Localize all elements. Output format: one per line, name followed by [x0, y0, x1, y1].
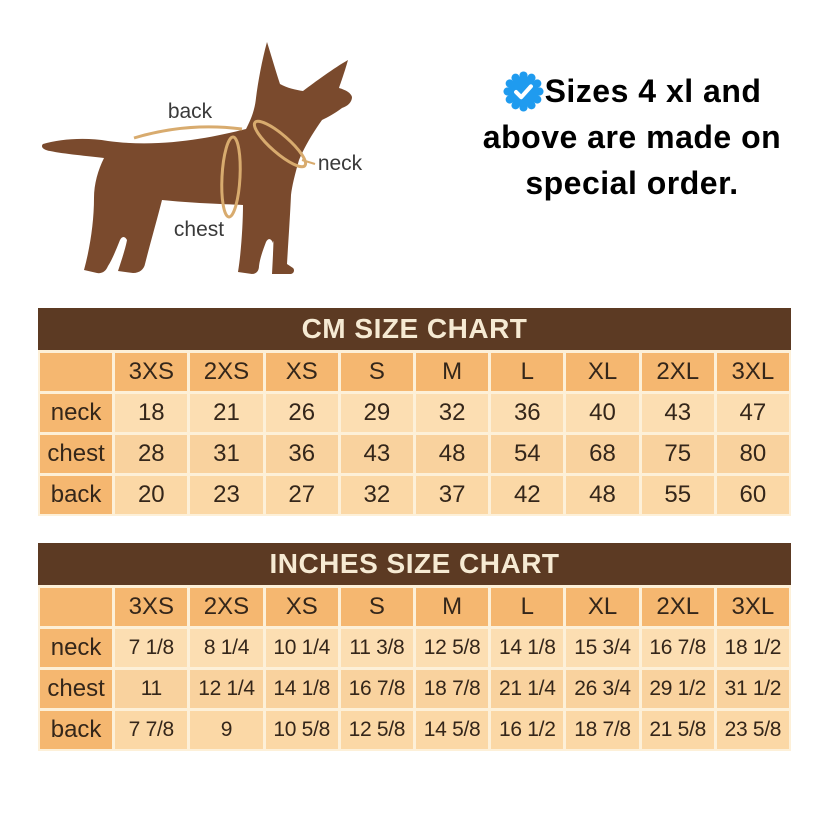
measurement-row-label: neck	[40, 629, 112, 667]
size-value-cell: 36	[491, 394, 563, 432]
size-value-cell: 75	[642, 435, 714, 473]
corner-cell	[40, 353, 112, 391]
size-value-cell: 21 5/8	[642, 711, 714, 749]
size-value-cell: 48	[416, 435, 488, 473]
measurement-row-label: chest	[40, 670, 112, 708]
size-value-cell: 14 1/8	[266, 670, 338, 708]
measurement-row-label: neck	[40, 394, 112, 432]
notice-line-1-wrap	[438, 68, 826, 114]
size-value-cell: 55	[642, 476, 714, 514]
notice-line-2: above are made on	[482, 119, 782, 155]
size-value-cell: 80	[717, 435, 789, 473]
size-value-cell: 37	[416, 476, 488, 514]
notice-line-3: special order.	[525, 165, 739, 201]
size-column-header: XS	[266, 353, 338, 391]
size-value-cell: 12 1/4	[190, 670, 262, 708]
size-column-header: L	[491, 353, 563, 391]
size-value-cell: 32	[416, 394, 488, 432]
size-value-cell: 20	[115, 476, 187, 514]
size-column-header: S	[341, 588, 413, 626]
size-value-cell: 16 1/2	[491, 711, 563, 749]
size-column-header: L	[491, 588, 563, 626]
size-value-cell: 18	[115, 394, 187, 432]
size-value-cell: 42	[491, 476, 563, 514]
size-value-cell: 16 7/8	[341, 670, 413, 708]
size-value-cell: 43	[341, 435, 413, 473]
size-value-cell: 26	[266, 394, 338, 432]
size-value-cell: 11 3/8	[341, 629, 413, 667]
size-value-cell: 10 5/8	[266, 711, 338, 749]
notice-line-1: Sizes 4 xl and	[544, 73, 762, 109]
size-column-header: 2XL	[642, 353, 714, 391]
measurement-row-label: chest	[40, 435, 112, 473]
size-column-header: 2XS	[190, 588, 262, 626]
size-value-cell: 7 1/8	[115, 629, 187, 667]
size-value-cell: 18 1/2	[717, 629, 789, 667]
size-value-cell: 68	[566, 435, 638, 473]
size-column-header: M	[416, 588, 488, 626]
inches-size-chart-grid	[38, 585, 791, 751]
size-column-header: 2XL	[642, 588, 714, 626]
inches-size-chart-title: INCHES SIZE CHART	[38, 543, 791, 585]
measurement-row-label: back	[40, 476, 112, 514]
size-column-header: XL	[566, 588, 638, 626]
size-value-cell: 23	[190, 476, 262, 514]
size-column-header: 2XS	[190, 353, 262, 391]
size-value-cell: 31 1/2	[717, 670, 789, 708]
size-value-cell: 43	[642, 394, 714, 432]
size-value-cell: 28	[115, 435, 187, 473]
size-value-cell: 40	[566, 394, 638, 432]
size-column-header: 3XL	[717, 588, 789, 626]
size-value-cell: 29 1/2	[642, 670, 714, 708]
size-value-cell: 47	[717, 394, 789, 432]
size-value-cell: 23 5/8	[717, 711, 789, 749]
size-value-cell: 26 3/4	[566, 670, 638, 708]
size-value-cell: 32	[341, 476, 413, 514]
cm-size-chart-title: CM SIZE CHART	[38, 308, 791, 350]
neck-label: neck	[317, 152, 363, 175]
size-value-cell: 31	[190, 435, 262, 473]
size-value-cell: 16 7/8	[642, 629, 714, 667]
size-value-cell: 12 5/8	[416, 629, 488, 667]
size-value-cell: 14 5/8	[416, 711, 488, 749]
size-value-cell: 54	[491, 435, 563, 473]
size-column-header: 3XS	[115, 588, 187, 626]
size-value-cell: 60	[717, 476, 789, 514]
size-value-cell: 18 7/8	[566, 711, 638, 749]
size-value-cell: 10 1/4	[266, 629, 338, 667]
size-value-cell: 8 1/4	[190, 629, 262, 667]
size-column-header: S	[341, 353, 413, 391]
size-value-cell: 36	[266, 435, 338, 473]
inches-size-chart-table	[38, 543, 791, 751]
size-value-cell: 21	[190, 394, 262, 432]
size-column-header: XS	[266, 588, 338, 626]
size-value-cell: 7 7/8	[115, 711, 187, 749]
size-value-cell: 29	[341, 394, 413, 432]
size-value-cell: 12 5/8	[341, 711, 413, 749]
size-column-header: 3XS	[115, 353, 187, 391]
dog-measurement-diagram	[20, 28, 385, 290]
size-value-cell: 21 1/4	[491, 670, 563, 708]
corner-cell	[40, 588, 112, 626]
chest-label: chest	[173, 218, 225, 241]
cm-size-chart-grid	[38, 350, 791, 516]
size-column-header: M	[416, 353, 488, 391]
size-column-header: XL	[566, 353, 638, 391]
special-order-notice	[438, 68, 826, 206]
measurement-row-label: back	[40, 711, 112, 749]
size-value-cell: 18 7/8	[416, 670, 488, 708]
size-value-cell: 9	[190, 711, 262, 749]
size-value-cell: 14 1/8	[491, 629, 563, 667]
verified-badge-icon	[503, 71, 544, 112]
size-value-cell: 48	[566, 476, 638, 514]
back-label: back	[167, 100, 213, 123]
cm-size-chart-table	[38, 308, 791, 516]
size-value-cell: 11	[115, 670, 187, 708]
size-value-cell: 15 3/4	[566, 629, 638, 667]
size-column-header: 3XL	[717, 353, 789, 391]
neck-leader-line	[302, 160, 315, 164]
size-value-cell: 27	[266, 476, 338, 514]
